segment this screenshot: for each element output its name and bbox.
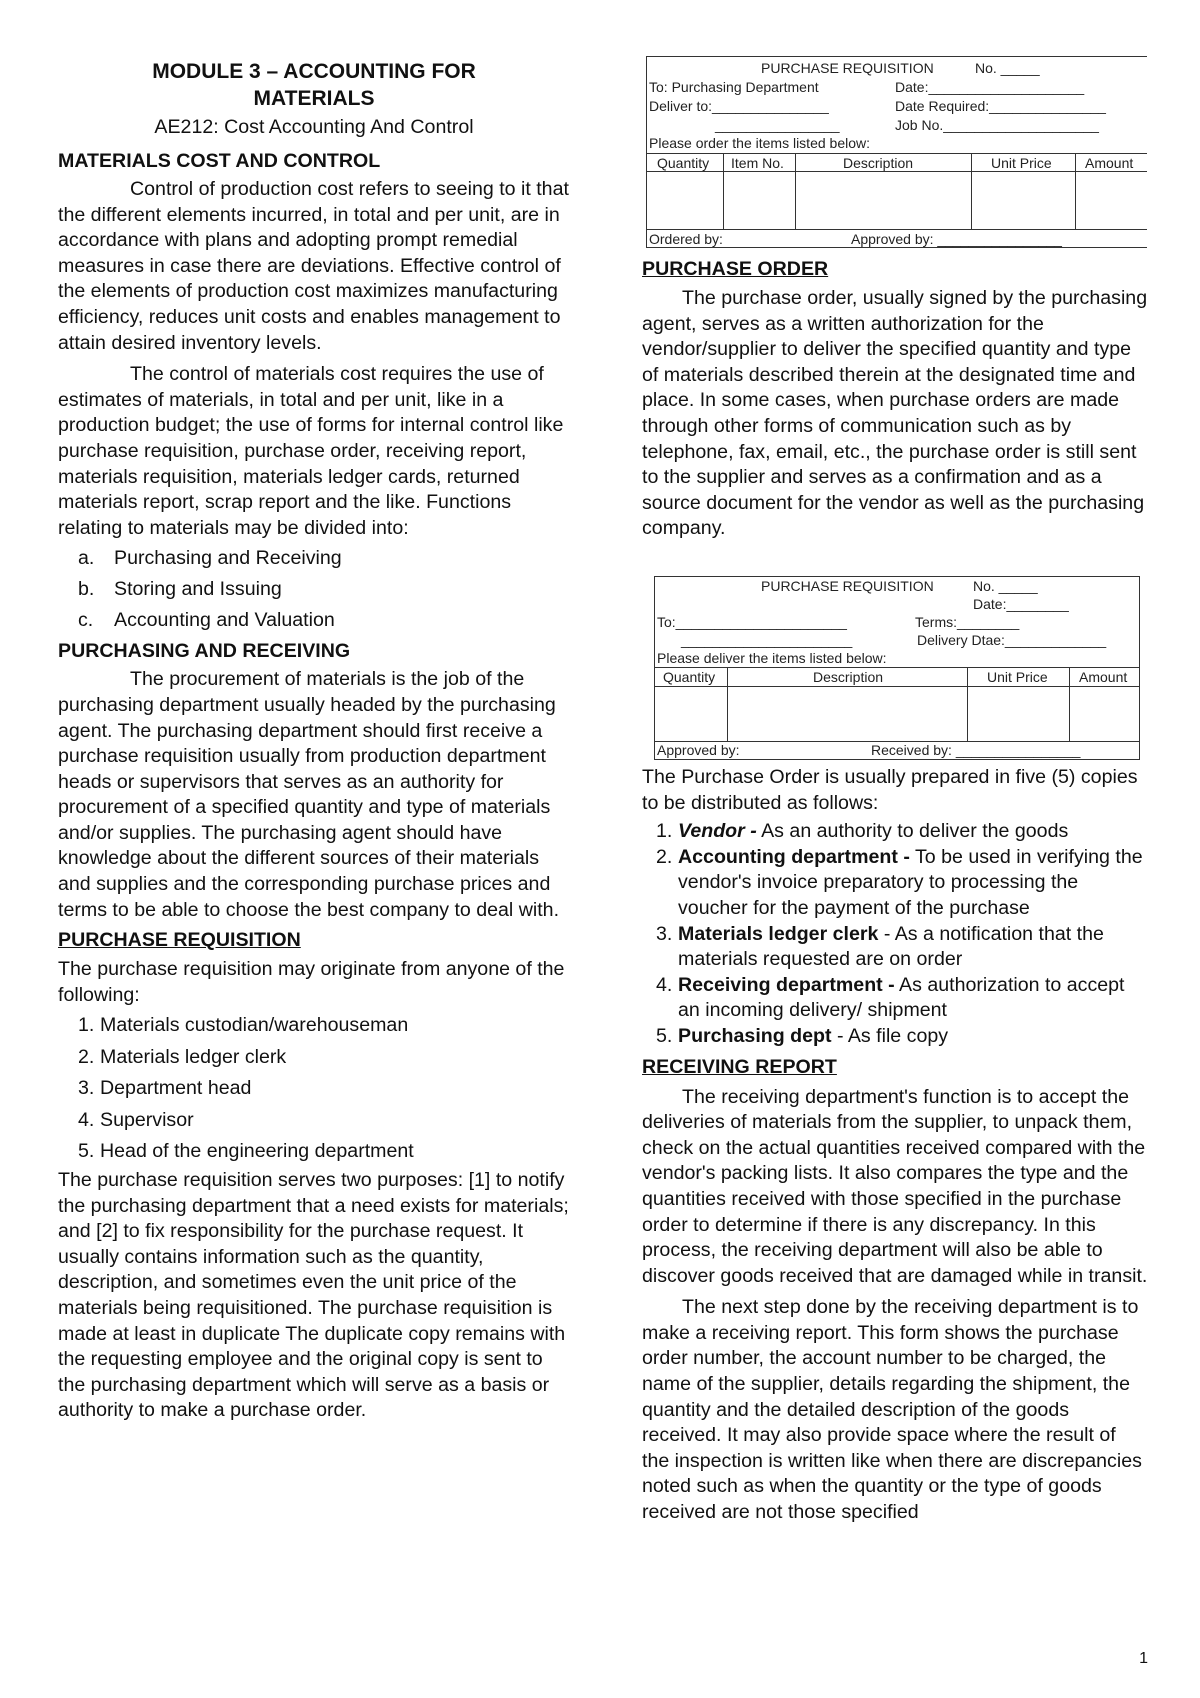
form-title: PURCHASE REQUISITION — [761, 60, 934, 76]
paragraph-materials-control: The control of materials cost requires the use of estimates of materials, in total and per unit, like in a production budget; the use of forms for internal control like purchase requisition, purchase order, receiving report, materials requisition, materials ledger cards, returned materials report, scrap report and the like. Functions relating to materials may be divided into: — [58, 363, 564, 539]
form-instruction: Please deliver the items listed below: — [657, 650, 887, 666]
left-column — [58, 148, 570, 1424]
list-item: a. Purchasing and Receiving — [78, 547, 342, 570]
form-date-required: Date Required:_______________ — [895, 98, 1106, 114]
right-column-bottom — [642, 765, 1148, 1526]
title-line-1: MODULE 3 – ACCOUNTING FOR — [152, 60, 476, 83]
form-received-by: Received by: ________________ — [871, 742, 1081, 758]
heading-receiving-report: RECEIVING REPORT — [642, 1055, 837, 1078]
paragraph-purchase-order: The purchase order, usually signed by the purchasing agent, serves as a written authorization for the vendor/supplier to deliver the specified quantity and type of materials described therein at the designated time and place. In some cases, when purchase orders are made through other forms of communication such as by telephone, fax, email, etc., the purchase order is still sent to the supplier and serves as a confirmation and as a source document for the vendor as well as the purchasing company. — [642, 287, 1148, 540]
form-approved-by: Approved by: — [657, 742, 740, 758]
form-delivery-date: Delivery Dtae:_____________ — [917, 632, 1107, 648]
form-ordered-by: Ordered by: — [649, 231, 723, 247]
heading-materials-cost-control: MATERIALS COST AND CONTROL — [58, 150, 381, 172]
column-header: Description — [843, 155, 914, 171]
column-header: Amount — [1079, 669, 1128, 685]
column-header: Amount — [1085, 155, 1134, 171]
form-blank-line: ________________ — [715, 117, 840, 133]
heading-purchase-order: PURCHASE ORDER — [642, 258, 829, 280]
form-deliver-to: Deliver to:_______________ — [649, 98, 829, 114]
form-title: PURCHASE REQUISITION — [761, 578, 934, 594]
course-subtitle: AE212: Cost Accounting And Control — [154, 116, 474, 138]
po-copies-list — [642, 819, 1148, 1049]
form-terms: Terms:________ — [915, 614, 1020, 630]
form-to: To: Purchasing Department — [649, 79, 819, 95]
list-item: 3. Department head — [78, 1077, 252, 1100]
list-item: 1. Materials custodian/warehouseman — [78, 1014, 409, 1037]
column-header: Quantity — [663, 669, 716, 685]
form-instruction: Please order the items listed below: — [649, 135, 870, 151]
heading-purchase-requisition: PURCHASE REQUISITION — [58, 929, 301, 952]
form-blank-line: ______________________ — [681, 632, 853, 648]
column-header: Description — [813, 669, 884, 685]
list-item: 2. Materials ledger clerk — [78, 1045, 287, 1068]
list-item: c. Accounting and Valuation — [78, 609, 335, 632]
form-date: Date:________ — [973, 596, 1069, 612]
form-to: To:______________________ — [657, 614, 847, 630]
paragraph-receiving-report: The next step done by the receiving department is to make a receiving report. This form shows the purchase order number, the account number to be charged, the name of the supplier, details regarding the shipment, the quantity and the detailed description of the goods received. It may also provide space where the result of the inspection is written like when there are discrepancies noted such as when the quantity or the type of goods received are not those specified — [642, 1296, 1142, 1524]
purchase-requisition-form — [646, 56, 1147, 248]
list-item: 3. Materials ledger clerk - As a notification that the materials requested are on order — [656, 922, 1104, 971]
form-date: Date:____________________ — [895, 79, 1085, 95]
paragraph-po-copies: The Purchase Order is usually prepared in five (5) copies to be distributed as follows: — [642, 766, 1138, 814]
list-item: 5. Purchasing dept - As file copy — [656, 1024, 949, 1047]
list-item: 4. Supervisor — [78, 1108, 194, 1131]
list-item: 4. Receiving department - As authorization to accept an incoming delivery/ shipment — [656, 973, 1125, 1022]
column-header: Unit Price — [987, 669, 1048, 685]
right-column-top — [642, 256, 1148, 542]
list-item: b. Storing and Issuing — [78, 578, 282, 601]
form-number: No. _____ — [973, 578, 1038, 594]
page-number: 1 — [1139, 1650, 1148, 1667]
paragraph-cost-control: Control of production cost refers to seeing to it that the different elements incurred, in total and per unit, are in accordance with plans and adopting prompt remedial measures in case there are deviations. Effective control of the elements of production cost maximizes manufacturing efficiency, reduces unit costs and enables management to attain desired inventory levels. — [58, 178, 569, 354]
column-header: Quantity — [657, 155, 710, 171]
form-approved-by: Approved by: ________________ — [851, 231, 1062, 247]
column-header: Item No. — [731, 155, 784, 171]
form-job-no: Job No.____________________ — [895, 117, 1099, 133]
form-number: No. _____ — [975, 60, 1040, 76]
list-item: 5. Head of the engineering department — [78, 1140, 414, 1163]
paragraph-procurement: The procurement of materials is the job of the purchasing department usually headed by the purchasing agent. The purchasing department should first receive a purchase requisition usually from production department heads or supervisors that serves as an authority for procurement of a specified quantity and type of materials and/or supplies. The purchasing agent should have knowledge about the different sources of their materials and supplies and the corresponding purchase prices and terms to be able to choose the best company to deal with. — [58, 668, 560, 921]
module-title — [58, 58, 570, 112]
heading-purchasing-receiving: PURCHASING AND RECEIVING — [58, 640, 351, 663]
paragraph-receiving-function: The receiving department's function is to accept the deliveries of materials from the supplier, to unpack them, check on the actual quantities received compared with the vendor's packing lists. It also compares the type and the quantities received with those specified in the purchase order to determine if there is any discrepancy. In this process, the receiving department will also be able to discover goods received that are damaged while in transit. — [642, 1085, 1148, 1287]
list-item: 2. Accounting department - To be used in verifying the vendor's invoice preparatory to processing the voucher for the payment of the purchase — [656, 845, 1143, 919]
list-item: 1. Vendor - As an authority to deliver the goods — [656, 820, 1069, 843]
paragraph-pr-origin: The purchase requisition may originate from anyone of the following: — [58, 958, 565, 1006]
column-header: Unit Price — [991, 155, 1052, 171]
paragraph-pr-purposes: The purchase requisition serves two purposes: [1] to notify the purchasing department that a need exists for materials; and [2] to fix responsibility for the purchase request. It usually contains information such as the quantity, description, and sometimes even the unit price of the materials being requisitioned. The purchase requisition is made at least in duplicate The duplicate copy remains with the requesting employee and the original copy is sent to the purchasing department which will serve as a basis or authority to make a purchase order. — [58, 1168, 569, 1422]
originators-list — [58, 1010, 570, 1168]
purchase-order-form — [654, 576, 1140, 760]
title-line-2: MATERIALS — [253, 87, 375, 110]
functions-list — [58, 543, 570, 636]
